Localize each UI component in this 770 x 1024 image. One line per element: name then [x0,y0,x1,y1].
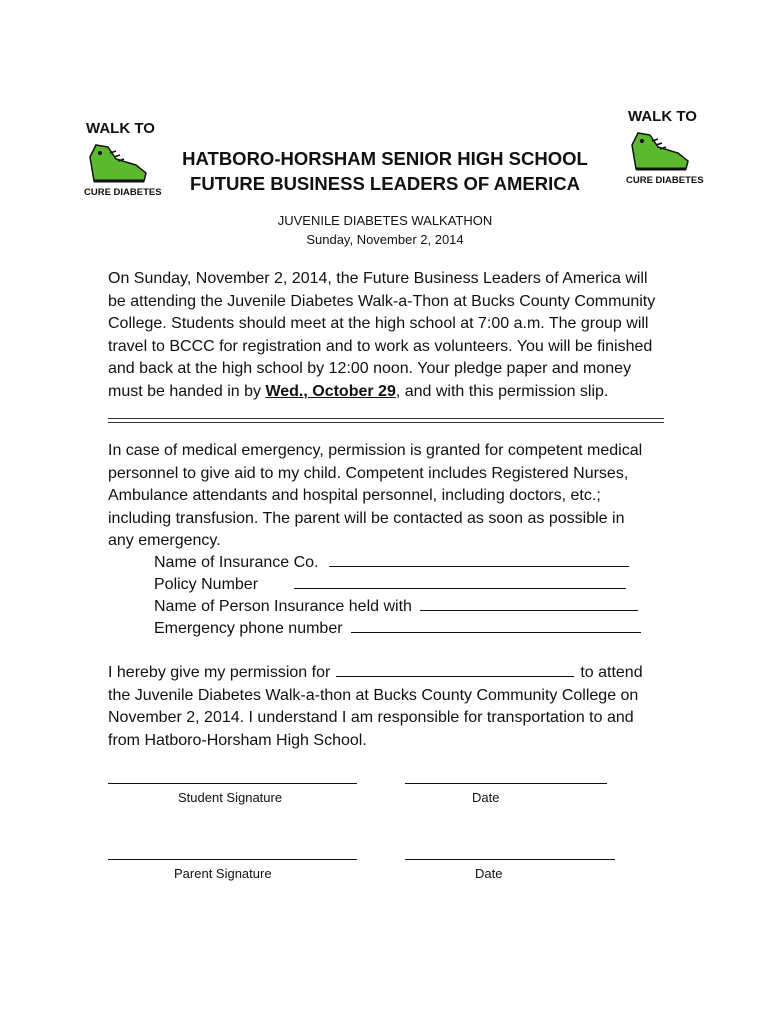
event-name: JUVENILE DIABETES WALKATHON [277,213,493,228]
svg-text:CURE DIABETES: CURE DIABETES [84,187,162,197]
student-signature-line[interactable] [108,783,357,784]
section-divider [108,418,664,419]
emergency-phone-field[interactable] [154,618,641,640]
permission-line: November 2, 2014. I understand I am responsible for transportation to and [108,709,634,726]
medical-line: any emergency. [108,532,221,549]
medical-line: including transfusion. The parent will be contacted as soon as possible in [108,509,625,527]
parent-signature-label: Parent Signature [174,866,272,881]
intro-line: and back at the high school by 12:00 noon. Your pledge paper and money [108,360,632,377]
permission-first-line [108,662,668,685]
student-date-line[interactable] [405,783,607,784]
intro-line: travel to BCCC for registration and to work as volunteers. You will be finished [108,337,653,355]
policy-number-label: Policy Number [154,576,259,593]
svg-text:CURE DIABETES: CURE DIABETES [626,175,704,185]
medical-line: In case of medical emergency, permission is granted for competent medical [108,442,643,459]
intro-line: College. Students should meet at the high school at 7:00 a.m. The group will [108,315,649,332]
student-signature-label: Student Signature [178,790,283,805]
permission-line: from Hatboro-Horsham High School. [108,731,367,749]
emergency-phone-label: Emergency phone number [154,620,343,637]
insurance-holder-blank[interactable] [420,596,638,611]
intro-line: On Sunday, November 2, 2014, the Future Business Leaders of America will [108,270,648,287]
intro-line-text: , and with this permission slip. [395,382,609,400]
svg-text:WALK TO: WALK TO [86,120,155,137]
permission-line: the Juvenile Diabetes Walk-a-thon at Bucks County Community College on [108,686,639,704]
organization-title: FUTURE BUSINESS LEADERS OF AMERICA [190,173,580,194]
intro-line-text: must be handed in by [108,382,266,400]
svg-text:WALK TO: WALK TO [628,108,697,125]
insurance-company-label: Name of Insurance Co. [154,554,319,571]
intro-paragraph [108,268,668,403]
emergency-phone-blank[interactable] [351,618,641,633]
insurance-holder-field[interactable] [154,596,638,618]
insurance-company-field[interactable] [154,552,629,574]
parent-date-line[interactable] [405,859,615,860]
permission-text: to attend [580,664,643,681]
student-name-blank[interactable] [336,662,574,677]
medical-line: Ambulance attendants and hospital personnel, including doctors, etc.; [108,487,601,504]
permission-paragraph [108,662,668,752]
deadline-date: Wed., October 29 [265,382,396,400]
student-date-label: Date [472,790,500,805]
parent-signature-line[interactable] [108,859,357,860]
event-date: Sunday, November 2, 2014 [306,232,464,247]
intro-last-line [108,381,668,404]
parent-date-label: Date [475,866,503,881]
policy-number-field[interactable] [154,574,626,596]
policy-number-blank[interactable] [294,574,626,589]
section-divider [108,422,664,423]
intro-line: be attending the Juvenile Diabetes Walk-a-Thon at Bucks County Community [108,292,656,310]
medical-paragraph [108,440,668,553]
medical-line: personnel to give aid to my child. Competent includes Registered Nurses, [108,464,629,482]
school-title: HATBORO-HORSHAM SENIOR HIGH SCHOOL [182,148,588,169]
insurance-company-blank[interactable] [329,552,629,567]
insurance-holder-label: Name of Person Insurance held with [154,598,412,615]
permission-text: I hereby give my permission for [108,664,331,681]
